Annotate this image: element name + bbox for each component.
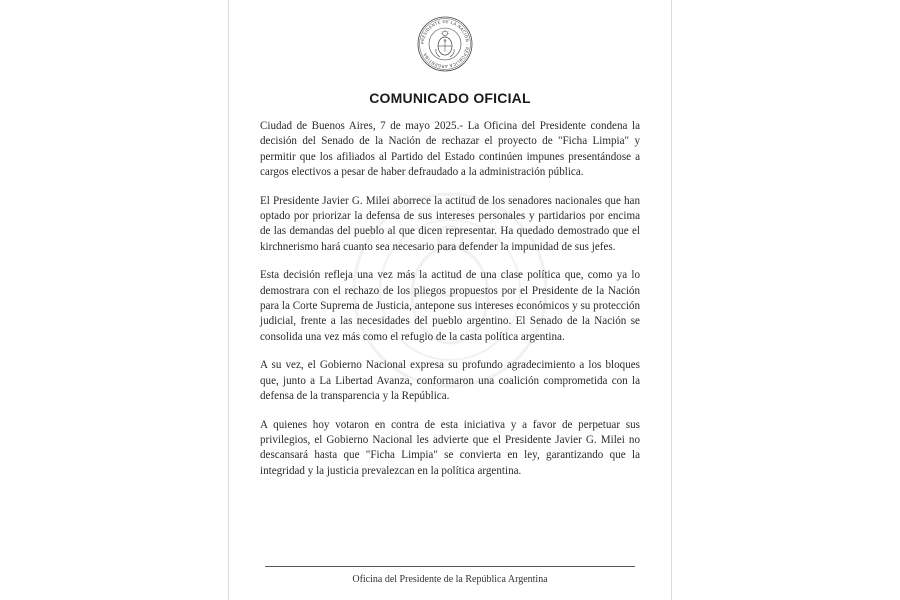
page-title: COMUNICADO OFICIAL — [369, 90, 531, 106]
paragraph-2: El Presidente Javier G. Milei aborrece la actitud de los senadores nacionales que han optado por priorizar la defensa de sus intereses personales y partidarios por encima de las demandas del pueblo al que dicen representar. Ha quedado demostrado que el kirchnerismo hará cuanto sea necesario para defender la impunidad de sus jefes. — [260, 194, 640, 253]
communique-body — [260, 119, 640, 492]
svg-text:PRESIDENTE DE LA NACIÓN · REPÚ: PRESIDENTE DE LA NACIÓN · REPÚBLICA ARGENTINA · — [419, 18, 471, 70]
paragraph-3: Esta decisión refleja una vez más la actitud de una clase política que, como ya lo demostrara con el rechazo de los pliegos propuestos por el Presidente de la Nación para la Corte Suprema de Justicia, antepone sus intereses económicos y su protección judicial, frente a las necesidades del pueblo argentino. El Senado de la Nación se consolida una vez más como el refugio de la casta política argentina. — [260, 269, 640, 343]
document-page — [229, 0, 671, 600]
footer-divider — [265, 566, 635, 567]
paragraph-4: A su vez, el Gobierno Nacional expresa su profundo agradecimiento a los bloques que, junto a La Libertad Avanza, conformaron una coalición comprometida con la defensa de la transparencia y la República. — [260, 359, 640, 403]
footer-text: Oficina del Presidente de la República Argentina — [352, 574, 548, 585]
paragraph-5: A quienes hoy votaron en contra de esta iniciativa y a favor de perpetuar sus privilegios, el Gobierno Nacional les advierte que el Presidente Javier G. Milei no descansará hasta que "Ficha Limpia" se convierta en ley, garantizando que la integridad y la justicia prevalezcan en la política argentina. — [260, 418, 640, 477]
paragraph-1: Ciudad de Buenos Aires, 7 de mayo 2025.- La Oficina del Presidente condena la decisión del Senado de la Nación de rechazar el proyecto de "Ficha Limpia" y permitir que los afiliados al Partido del Estado continúen impunes presentándose a cargos electivos a pesar de haber defraudado a la administración pública. — [260, 120, 640, 179]
presidential-seal-logo — [417, 16, 473, 72]
